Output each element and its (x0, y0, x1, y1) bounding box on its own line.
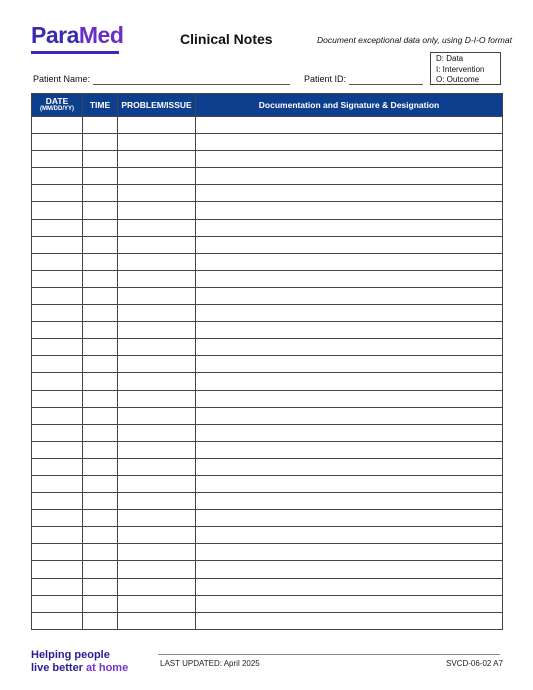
page-title: Clinical Notes (180, 31, 273, 47)
table-row (32, 339, 503, 356)
table-row (32, 561, 503, 578)
date-cell[interactable] (32, 219, 83, 236)
problem-cell[interactable] (118, 185, 196, 202)
logo-underline (31, 51, 119, 54)
table-row (32, 441, 503, 458)
table-row (32, 527, 503, 544)
patient-name-label: Patient Name: (33, 74, 91, 84)
problem-cell[interactable] (118, 612, 196, 629)
time-cell[interactable] (83, 168, 118, 185)
time-cell[interactable] (83, 219, 118, 236)
dio-legend (430, 52, 501, 85)
legend-outcome: O: Outcome (436, 75, 480, 84)
date-cell[interactable] (32, 305, 83, 322)
documentation-cell[interactable] (196, 527, 503, 544)
date-cell[interactable] (32, 322, 83, 339)
time-cell[interactable] (83, 544, 118, 561)
date-cell[interactable] (32, 270, 83, 287)
table-row (32, 322, 503, 339)
date-cell[interactable] (32, 236, 83, 253)
documentation-cell[interactable] (196, 475, 503, 492)
problem-cell[interactable] (118, 407, 196, 424)
problem-cell[interactable] (118, 458, 196, 475)
table-row (32, 458, 503, 475)
documentation-cell[interactable] (196, 510, 503, 527)
documentation-cell[interactable] (196, 134, 503, 151)
time-cell[interactable] (83, 185, 118, 202)
documentation-cell[interactable] (196, 407, 503, 424)
time-cell[interactable] (83, 305, 118, 322)
documentation-cell[interactable] (196, 322, 503, 339)
documentation-cell[interactable] (196, 236, 503, 253)
documentation-cell[interactable] (196, 339, 503, 356)
table-row (32, 595, 503, 612)
column-header-documentation: Documentation and Signature & Designation (196, 94, 503, 117)
table-row (32, 287, 503, 304)
column-header-date (32, 94, 83, 117)
documentation-cell[interactable] (196, 561, 503, 578)
problem-cell[interactable] (118, 339, 196, 356)
date-format-label: (MM/DD/YY) (40, 106, 74, 113)
problem-cell[interactable] (118, 527, 196, 544)
problem-cell[interactable] (118, 441, 196, 458)
time-cell[interactable] (83, 134, 118, 151)
table-row (32, 134, 503, 151)
date-cell[interactable] (32, 356, 83, 373)
documentation-cell[interactable] (196, 287, 503, 304)
table-row (32, 578, 503, 595)
table-row (32, 305, 503, 322)
problem-cell[interactable] (118, 510, 196, 527)
date-cell[interactable] (32, 253, 83, 270)
documentation-cell[interactable] (196, 458, 503, 475)
documentation-cell[interactable] (196, 117, 503, 134)
problem-cell[interactable] (118, 134, 196, 151)
date-cell[interactable] (32, 544, 83, 561)
documentation-cell[interactable] (196, 424, 503, 441)
table-row (32, 202, 503, 219)
time-cell[interactable] (83, 339, 118, 356)
problem-cell[interactable] (118, 151, 196, 168)
documentation-cell[interactable] (196, 305, 503, 322)
time-cell[interactable] (83, 612, 118, 629)
table-row (32, 219, 503, 236)
time-cell[interactable] (83, 475, 118, 492)
date-cell[interactable] (32, 612, 83, 629)
form-code: SVCD-06-02 A7 (446, 659, 503, 668)
date-cell[interactable] (32, 287, 83, 304)
date-cell[interactable] (32, 407, 83, 424)
time-cell[interactable] (83, 407, 118, 424)
time-cell[interactable] (83, 117, 118, 134)
page-subtitle: Document exceptional data only, using D-I-O format (317, 35, 512, 45)
time-cell[interactable] (83, 322, 118, 339)
documentation-cell[interactable] (196, 270, 503, 287)
tagline-line-2-b: at home (86, 661, 129, 674)
date-cell[interactable] (32, 475, 83, 492)
time-cell[interactable] (83, 458, 118, 475)
logo-text-para: Para (31, 22, 79, 48)
time-cell[interactable] (83, 527, 118, 544)
date-cell[interactable] (32, 441, 83, 458)
table-row (32, 117, 503, 134)
date-cell[interactable] (32, 527, 83, 544)
table-row (32, 253, 503, 270)
problem-cell[interactable] (118, 270, 196, 287)
date-cell[interactable] (32, 202, 83, 219)
tagline-line-1: Helping people (31, 649, 110, 661)
tagline-line-2-a: live better (31, 661, 87, 674)
date-cell[interactable] (32, 595, 83, 612)
time-cell[interactable] (83, 151, 118, 168)
date-cell[interactable] (32, 185, 83, 202)
documentation-cell[interactable] (196, 441, 503, 458)
paramed-logo (31, 24, 123, 47)
time-cell[interactable] (83, 202, 118, 219)
time-cell[interactable] (83, 510, 118, 527)
patient-id-field[interactable] (349, 84, 423, 85)
table-body (32, 117, 503, 630)
documentation-cell[interactable] (196, 185, 503, 202)
date-header-label: DATE (45, 96, 69, 107)
time-cell[interactable] (83, 390, 118, 407)
problem-cell[interactable] (118, 595, 196, 612)
documentation-cell[interactable] (196, 151, 503, 168)
documentation-cell[interactable] (196, 544, 503, 561)
problem-cell[interactable] (118, 544, 196, 561)
documentation-cell[interactable] (196, 612, 503, 629)
date-cell[interactable] (32, 390, 83, 407)
date-cell[interactable] (32, 151, 83, 168)
time-cell[interactable] (83, 356, 118, 373)
table-row (32, 185, 503, 202)
date-cell[interactable] (32, 561, 83, 578)
problem-cell[interactable] (118, 475, 196, 492)
tagline-line-2 (31, 662, 128, 675)
time-cell[interactable] (83, 287, 118, 304)
problem-cell[interactable] (118, 253, 196, 270)
date-cell[interactable] (32, 373, 83, 390)
problem-cell[interactable] (118, 578, 196, 595)
documentation-cell[interactable] (196, 219, 503, 236)
documentation-cell[interactable] (196, 578, 503, 595)
table-row (32, 356, 503, 373)
table-row (32, 151, 503, 168)
table-row (32, 270, 503, 287)
table-row (32, 493, 503, 510)
date-cell[interactable] (32, 578, 83, 595)
table-row (32, 475, 503, 492)
time-cell[interactable] (83, 424, 118, 441)
time-cell[interactable] (83, 493, 118, 510)
clinical-notes-table (31, 93, 503, 630)
documentation-cell[interactable] (196, 390, 503, 407)
last-updated: LAST UPDATED: April 2025 (160, 659, 260, 668)
table-row (32, 373, 503, 390)
table-row (32, 390, 503, 407)
table-row (32, 168, 503, 185)
date-cell[interactable] (32, 510, 83, 527)
problem-cell[interactable] (118, 424, 196, 441)
date-cell[interactable] (32, 458, 83, 475)
documentation-cell[interactable] (196, 356, 503, 373)
problem-cell[interactable] (118, 356, 196, 373)
column-header-time: TIME (83, 94, 118, 117)
documentation-cell[interactable] (196, 253, 503, 270)
table-row (32, 612, 503, 629)
problem-cell[interactable] (118, 287, 196, 304)
problem-cell[interactable] (118, 322, 196, 339)
problem-cell[interactable] (118, 117, 196, 134)
problem-cell[interactable] (118, 305, 196, 322)
date-cell[interactable] (32, 424, 83, 441)
table-header-row (32, 94, 503, 117)
problem-cell[interactable] (118, 373, 196, 390)
date-cell[interactable] (32, 117, 83, 134)
date-cell[interactable] (32, 339, 83, 356)
problem-cell[interactable] (118, 236, 196, 253)
time-cell[interactable] (83, 441, 118, 458)
column-header-problem: PROBLEM/ISSUE (118, 94, 196, 117)
documentation-cell[interactable] (196, 202, 503, 219)
documentation-cell[interactable] (196, 168, 503, 185)
patient-name-field[interactable] (93, 84, 290, 85)
time-cell[interactable] (83, 578, 118, 595)
logo-text-med: Med (78, 22, 124, 48)
problem-cell[interactable] (118, 561, 196, 578)
time-cell[interactable] (83, 373, 118, 390)
time-cell[interactable] (83, 595, 118, 612)
documentation-cell[interactable] (196, 493, 503, 510)
patient-id-label: Patient ID: (304, 74, 347, 84)
problem-cell[interactable] (118, 219, 196, 236)
time-cell[interactable] (83, 270, 118, 287)
table-row (32, 407, 503, 424)
table-row (32, 424, 503, 441)
documentation-cell[interactable] (196, 373, 503, 390)
legend-data: D: Data (436, 54, 464, 63)
footer-divider (158, 654, 500, 655)
time-cell[interactable] (83, 561, 118, 578)
problem-cell[interactable] (118, 390, 196, 407)
table-row (32, 510, 503, 527)
time-cell[interactable] (83, 236, 118, 253)
legend-intervention: I: Intervention (436, 64, 485, 74)
problem-cell[interactable] (118, 493, 196, 510)
time-cell[interactable] (83, 253, 118, 270)
table-row (32, 236, 503, 253)
date-cell[interactable] (32, 134, 83, 151)
table-row (32, 544, 503, 561)
problem-cell[interactable] (118, 168, 196, 185)
tagline (31, 649, 128, 674)
documentation-cell[interactable] (196, 595, 503, 612)
date-cell[interactable] (32, 168, 83, 185)
date-cell[interactable] (32, 493, 83, 510)
problem-cell[interactable] (118, 202, 196, 219)
